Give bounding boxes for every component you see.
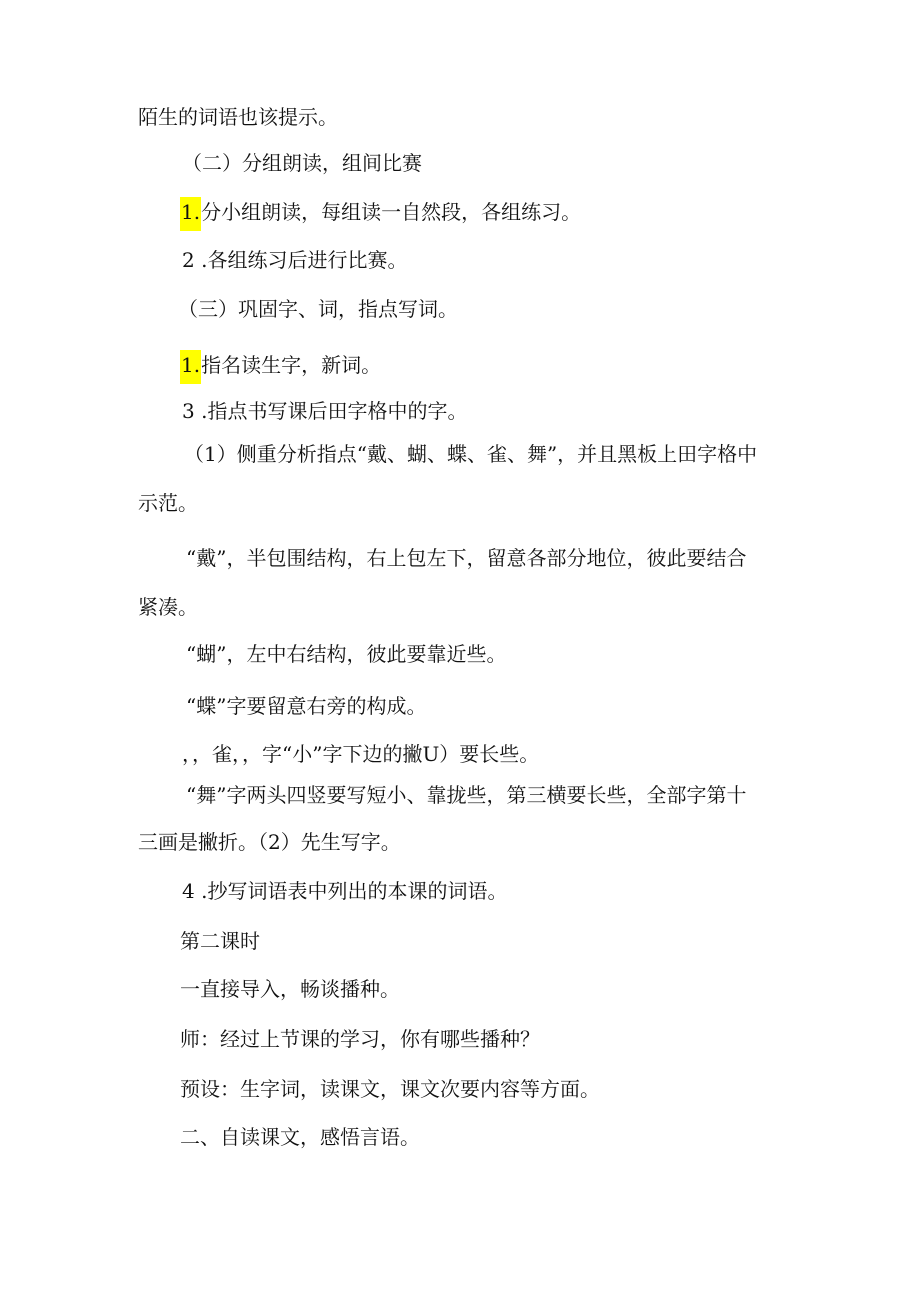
text-line: ，，雀，，字“小”字下边的撇U）要长些。 (182, 742, 540, 766)
list-item: 3 .指点书写课后田字格中的字。 (182, 399, 468, 423)
highlight-marker: 1. (180, 197, 201, 231)
highlight-marker: 1. (180, 350, 201, 384)
list-item (180, 350, 381, 384)
list-item-text: 分小组朗读，每组读一自然段，各组练习。 (201, 200, 582, 224)
text-line: 一直接导入，畅谈播种。 (180, 977, 400, 1001)
section-heading: （三）巩固字、词，指点写词。 (178, 297, 458, 321)
list-item (180, 197, 581, 231)
text-line: 预设：生字词，读课文，课文次要内容等方面。 (180, 1077, 600, 1101)
section-heading: 二、自读课文，感悟言语。 (180, 1125, 420, 1149)
list-item: 2 .各组练习后进行比赛。 (182, 248, 408, 272)
list-item: 4 .抄写词语表中列出的本课的词语。 (182, 879, 508, 903)
text-line: 陌生的词语也该提示。 (138, 105, 338, 129)
section-heading: 第二课时 (180, 929, 260, 953)
text-line: 紧凑。 (138, 595, 198, 619)
text-line: （1）侧重分析指点“戴、蝴、蝶、雀、舞”，并且黑板上田字格中 (184, 442, 758, 466)
text-line: 师：经过上节课的学习，你有哪些播种？ (180, 1027, 540, 1051)
text-line: “舞”字两头四竖要写短小、靠拢些，第三横要长些，全部字第十 (186, 783, 747, 807)
text-line: 三画是撇折。（2）先生写字。 (138, 830, 401, 854)
text-line: 示范。 (138, 491, 198, 515)
section-heading: （二）分组朗读，组间比赛 (182, 151, 422, 175)
list-item-text: 指名读生字，新词。 (201, 353, 382, 377)
text-line: “戴”，半包围结构，右上包左下，留意各部分地位，彼此要结合 (186, 546, 747, 570)
text-line: “蝴”，左中右结构，彼此要靠近些。 (186, 642, 507, 666)
text-line: “蝶”字要留意右旁的构成。 (186, 694, 427, 718)
